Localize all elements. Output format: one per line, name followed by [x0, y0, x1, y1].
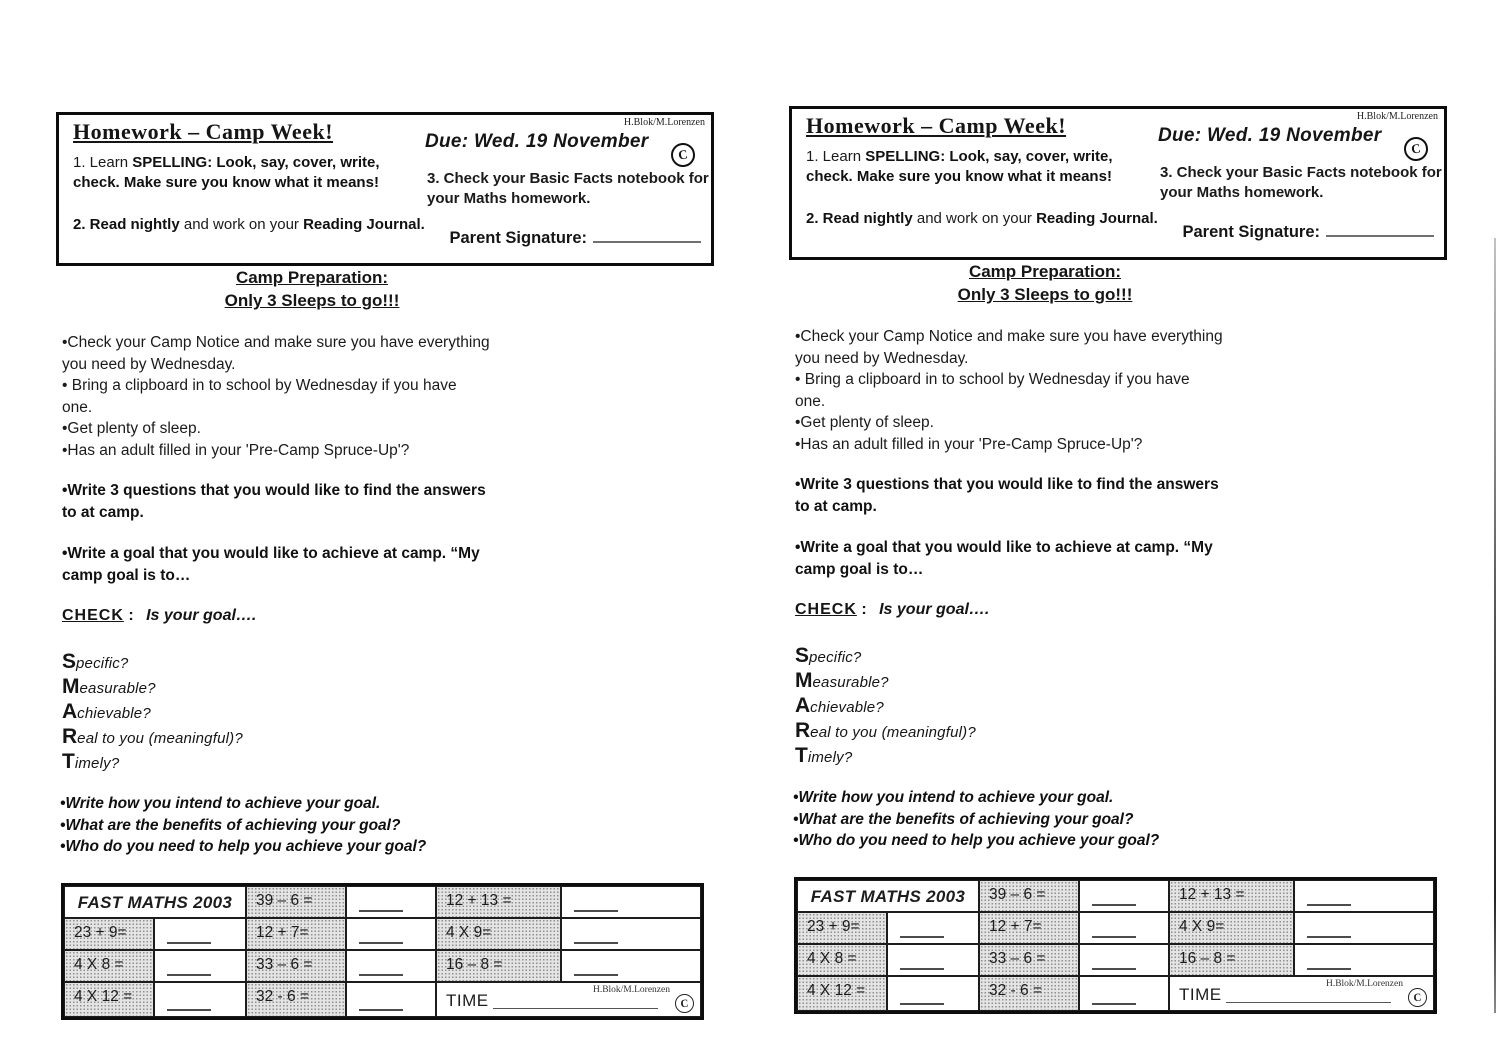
goal-question-list — [60, 793, 520, 858]
maths-problem: 39 – 6 = — [979, 880, 1079, 912]
camp-prep-subheading: Only 3 Sleeps to go!!! — [224, 291, 400, 310]
answer-cell — [561, 886, 701, 918]
smart-letter: S — [62, 650, 77, 673]
answer-blank — [359, 910, 403, 912]
parent-signature-label: Parent Signature: — [1182, 223, 1320, 241]
maths-problem: 33 – 6 = — [246, 950, 346, 982]
copyright-letter: C — [677, 146, 689, 163]
copyright-icon — [669, 141, 696, 168]
camp-prep-subheading: Only 3 Sleeps to go!!! — [957, 285, 1133, 304]
smart-letter: R — [62, 725, 78, 748]
smart-goal-list — [62, 650, 243, 775]
check-colon: : — [123, 607, 139, 624]
maths-problem: 33 – 6 = — [979, 944, 1079, 976]
goal-bullet: •Write how you intend to achieve your goal. — [60, 795, 381, 812]
item1-prefix: 1. Learn — [806, 148, 866, 165]
parent-signature-label: Parent Signature: — [449, 229, 587, 247]
answer-cell — [1294, 944, 1434, 976]
bullet-item: • Bring a clipboard in to school by Wednesday if you have one. — [62, 377, 457, 416]
smart-rest: chievable? — [810, 699, 884, 716]
signature-line — [1326, 221, 1434, 237]
answer-blank — [359, 974, 403, 976]
homework-item-2 — [73, 215, 503, 235]
smart-item-specific — [62, 650, 243, 675]
time-label: TIME — [446, 991, 489, 1010]
goal-question-list — [793, 787, 1253, 852]
answer-cell — [887, 976, 979, 1011]
author-credit: H.Blok/M.Lorenzen — [623, 117, 705, 128]
maths-problem: 4 X 9= — [1169, 912, 1294, 944]
homework-item-1 — [73, 153, 425, 193]
check-label: CHECK — [62, 607, 124, 624]
maths-problem: 12 + 7= — [979, 912, 1079, 944]
due-date: Due: Wed. 19 November — [1158, 125, 1382, 146]
task-write-questions: •Write 3 questions that you would like to find the answers to at camp. — [62, 482, 486, 521]
copyright-letter: C — [679, 997, 690, 1010]
answer-blank — [900, 936, 944, 938]
item2-bold-2: Reading Journal. — [303, 216, 425, 233]
answer-blank — [359, 942, 403, 944]
worksheet-panel — [56, 112, 714, 1027]
answer-blank — [1307, 968, 1351, 970]
smart-item-specific — [795, 644, 976, 669]
smart-item-real — [62, 725, 243, 750]
smart-letter: A — [795, 694, 811, 717]
task-write-goal: •Write a goal that you would like to achieve at camp. “My camp goal is to… — [795, 539, 1213, 578]
author-credit: H.Blok/M.Lorenzen — [1325, 979, 1403, 989]
smart-letter: M — [62, 675, 80, 698]
time-label: TIME — [1179, 985, 1222, 1004]
smart-rest: easurable? — [79, 680, 156, 697]
smart-rest: imely? — [74, 755, 120, 772]
smart-item-timely — [62, 750, 243, 775]
answer-cell — [887, 944, 979, 976]
maths-problem: 16 – 8 = — [436, 950, 561, 982]
time-blank — [493, 1008, 658, 1009]
answer-blank — [167, 974, 211, 976]
check-heading — [62, 607, 256, 625]
maths-problem: 39 – 6 = — [246, 886, 346, 918]
answer-blank — [1307, 936, 1351, 938]
answer-cell — [1079, 880, 1169, 912]
answer-cell — [154, 982, 246, 1017]
homework-item-1 — [806, 147, 1158, 187]
bullet-item: •Get plenty of sleep. — [62, 420, 201, 437]
homework-header-box — [56, 112, 714, 266]
parent-signature — [1182, 221, 1434, 242]
item2-normal: and work on your — [912, 210, 1037, 227]
smart-item-measurable — [62, 675, 243, 700]
answer-cell — [346, 950, 436, 982]
camp-prep-heading: Camp Preparation: — [968, 262, 1122, 281]
answer-blank — [574, 974, 618, 976]
answer-blank — [1092, 1003, 1136, 1005]
copyright-icon — [1402, 135, 1429, 162]
check-label: CHECK — [795, 601, 857, 618]
homework-title: Homework – Camp Week! — [73, 119, 334, 144]
answer-cell — [1079, 976, 1169, 1011]
answer-cell — [887, 912, 979, 944]
item2-bold-2: Reading Journal. — [1036, 210, 1158, 227]
smart-item-achievable — [62, 700, 243, 725]
maths-problem: 23 + 9= — [64, 918, 154, 950]
smart-rest: chievable? — [77, 705, 151, 722]
camp-prep-bullet-list — [62, 332, 490, 461]
bullet-item: •Check your Camp Notice and make sure you have everything you need by Wednesday. — [795, 328, 1223, 367]
answer-blank — [900, 1003, 944, 1005]
maths-problem: 16 – 8 = — [1169, 944, 1294, 976]
smart-item-measurable — [795, 669, 976, 694]
author-credit: H.Blok/M.Lorenzen — [1356, 111, 1438, 122]
item1-text: SPELLING: Look, say, cover, write, check. Make sure you know what it means! — [73, 154, 380, 191]
copyright-letter: C — [1410, 140, 1422, 157]
answer-blank — [1092, 904, 1136, 906]
copyright-icon — [674, 993, 695, 1014]
bullet-item: •Has an adult filled in your 'Pre-Camp Spruce-Up'? — [62, 441, 410, 459]
smart-rest: imely? — [807, 749, 853, 766]
item2-normal: and work on your — [179, 216, 304, 233]
answer-blank — [1092, 968, 1136, 970]
smart-letter: A — [62, 700, 78, 723]
answer-cell — [346, 918, 436, 950]
maths-problem: 12 + 13 = — [436, 886, 561, 918]
signature-line — [593, 227, 701, 243]
check-question: Is your goal…. — [146, 607, 257, 624]
smart-letter: T — [62, 750, 75, 773]
bullet-item: •Check your Camp Notice and make sure you have everything you need by Wednesday. — [62, 334, 490, 373]
answer-cell — [346, 886, 436, 918]
answer-blank — [574, 942, 618, 944]
smart-letter: T — [795, 744, 808, 767]
smart-letter: S — [795, 644, 810, 667]
fast-maths-title: FAST MATHS 2003 — [797, 880, 979, 912]
smart-item-real — [795, 719, 976, 744]
task-write-goal: •Write a goal that you would like to achieve at camp. “My camp goal is to… — [62, 545, 480, 584]
smart-rest: eal to you (meaningful)? — [810, 724, 976, 741]
due-date: Due: Wed. 19 November — [425, 131, 649, 152]
answer-blank — [1307, 904, 1351, 906]
answer-cell — [154, 918, 246, 950]
smart-item-achievable — [795, 694, 976, 719]
smart-letter: M — [795, 669, 813, 692]
item1-text: SPELLING: Look, say, cover, write, check. Make sure you know what it means! — [806, 148, 1113, 185]
fast-maths-table — [61, 883, 704, 1020]
answer-blank — [1092, 936, 1136, 938]
maths-problem: 12 + 7= — [246, 918, 346, 950]
goal-bullet: •Who do you need to help you achieve your goal? — [60, 838, 427, 855]
maths-problem: 4 X 8 = — [797, 944, 887, 976]
answer-blank — [167, 942, 211, 944]
bullet-item: •Has an adult filled in your 'Pre-Camp Spruce-Up'? — [795, 435, 1143, 453]
answer-cell — [561, 918, 701, 950]
answer-blank — [900, 968, 944, 970]
time-cell — [436, 982, 701, 1017]
maths-problem: 4 X 9= — [436, 918, 561, 950]
smart-item-timely — [795, 744, 976, 769]
homework-title: Homework – Camp Week! — [806, 113, 1067, 138]
fast-maths-table — [794, 877, 1437, 1014]
smart-letter: R — [795, 719, 811, 742]
parent-signature — [449, 227, 701, 248]
scan-artifact-line — [1494, 238, 1496, 1013]
goal-bullet: •What are the benefits of achieving your goal? — [793, 810, 1134, 828]
camp-prep-bullet-list — [795, 326, 1223, 455]
task-write-questions: •Write 3 questions that you would like to find the answers to at camp. — [795, 476, 1219, 515]
maths-problem: 4 X 8 = — [64, 950, 154, 982]
answer-cell — [1079, 944, 1169, 976]
bullet-item: • Bring a clipboard in to school by Wednesday if you have one. — [795, 371, 1190, 410]
answer-cell — [1079, 912, 1169, 944]
time-blank — [1226, 1002, 1391, 1003]
camp-prep-heading: Camp Preparation: — [235, 268, 389, 287]
goal-bullet: •Write how you intend to achieve your goal. — [793, 789, 1114, 806]
answer-cell — [1294, 912, 1434, 944]
homework-item-2 — [806, 209, 1236, 229]
smart-rest: easurable? — [812, 674, 889, 691]
homework-header-box — [789, 106, 1447, 260]
maths-problem: 23 + 9= — [797, 912, 887, 944]
maths-problem: 4 X 12 = — [64, 982, 154, 1017]
item2-bold-1: 2. Read nightly — [73, 216, 180, 233]
homework-item-3: 3. Check your Basic Facts notebook for your Maths homework. — [1160, 164, 1442, 201]
check-heading — [795, 601, 989, 619]
smart-rest: pecific? — [809, 649, 862, 666]
maths-problem: 32 - 6 = — [246, 982, 346, 1017]
homework-item-3: 3. Check your Basic Facts notebook for your Maths homework. — [427, 170, 709, 207]
answer-blank — [359, 1009, 403, 1011]
maths-problem: 32 - 6 = — [979, 976, 1079, 1011]
goal-bullet: •What are the benefits of achieving your goal? — [60, 816, 401, 834]
maths-problem: 12 + 13 = — [1169, 880, 1294, 912]
answer-cell — [561, 950, 701, 982]
answer-blank — [167, 1009, 211, 1011]
answer-blank — [574, 910, 618, 912]
author-credit: H.Blok/M.Lorenzen — [592, 985, 670, 995]
time-cell — [1169, 976, 1434, 1011]
bullet-item: •Get plenty of sleep. — [795, 414, 934, 431]
smart-goal-list — [795, 644, 976, 769]
check-colon: : — [856, 601, 872, 618]
worksheet-panel — [789, 106, 1447, 1021]
maths-problem: 4 X 12 = — [797, 976, 887, 1011]
fast-maths-title: FAST MATHS 2003 — [64, 886, 246, 918]
check-question: Is your goal…. — [879, 601, 990, 618]
answer-cell — [154, 950, 246, 982]
answer-cell — [1294, 880, 1434, 912]
item1-prefix: 1. Learn — [73, 154, 133, 171]
item2-bold-1: 2. Read nightly — [806, 210, 913, 227]
smart-rest: pecific? — [76, 655, 129, 672]
goal-bullet: •Who do you need to help you achieve your goal? — [793, 832, 1160, 849]
smart-rest: eal to you (meaningful)? — [77, 730, 243, 747]
copyright-icon — [1407, 987, 1428, 1008]
copyright-letter: C — [1412, 991, 1423, 1004]
answer-cell — [346, 982, 436, 1017]
